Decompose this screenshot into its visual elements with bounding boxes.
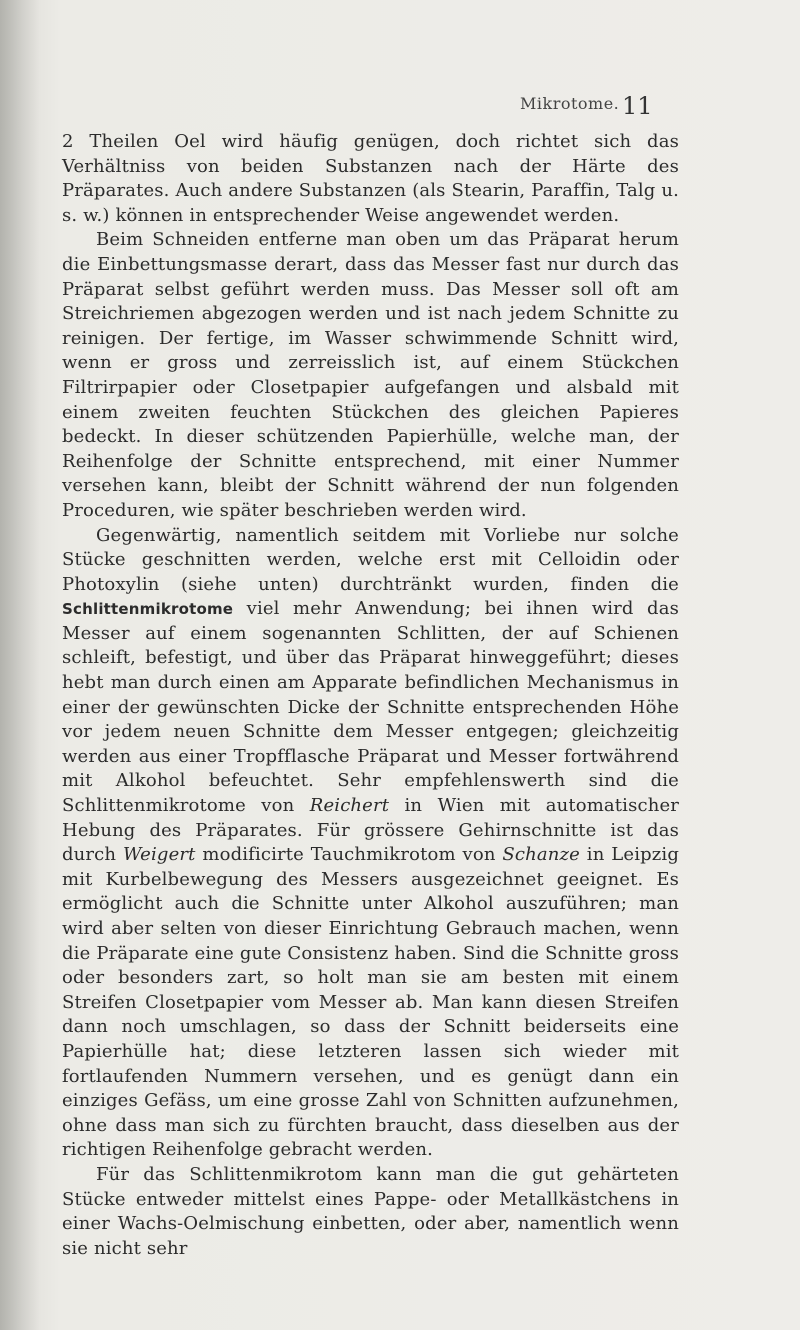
- page-header: [60, 66, 680, 120]
- paragraph-4: Für das Schlittenmikrotom kann man die gut gehärteten Stücke entweder mittelst eines Pappe- oder Metallkästchens in einer Wachs-Oelmischung einbetten, oder aber, namentlich wenn sie nicht sehr: [62, 1163, 679, 1259]
- body-text: [62, 130, 679, 1261]
- name-schanze: Schanze: [502, 844, 580, 866]
- paragraph-1: 2 Theilen Oel wird häufig genügen, doch richtet sich das Verhältniss von beiden Substanzen nach der Härte des Präparates. Auch andere Substanzen (als Stearin, Paraffin, Talg u. s. w.) können in entsprechender Weise angewendet werden.: [62, 131, 679, 226]
- running-head: Mikrotome.: [520, 94, 620, 113]
- paragraph-3-text: in Leipzig mit Kurbelbewegung des Messers ausgezeichnet geeignet. Es ermöglicht auch die Schnitte unter Alkohol auszuführen; man wird aber selten von dieser Einrichtung Gebrauch machen, wenn die Präparate eine gute Consistenz haben. Sind die Schnitte gross oder besonders zart, so holt man sie am besten mit einem Streifen Closetpapier vom Messer ab. Man kann diesen Streifen dann noch umschlagen, so dass der Schnitt beiderseits eine Papierhülle hat; diese letzteren lassen sich wieder mit fortlaufenden Nummern versehen, und es genügt dann ein einziges Gefäss, um eine grosse Zahl von Schnitten aufzunehmen, ohne dass man sich zu fürchten braucht, dass dieselben aus der richtigen Reihenfolge gebracht werden.: [62, 844, 679, 1161]
- paragraph-3-text: viel mehr Anwendung; bei ihnen wird das Messer auf einem sogenannten Schlitten, der auf Schienen schleift, befestigt, und über das Präparat hinweggeführt; dieses hebt man durch einen am Apparate befindlichen Mechanismus in einer der gewünschten Dicke der Schnitte entsprechenden Höhe vor jedem neuen Schnitte dem Messer entgegen; gleichzeitig werden aus einer Tropfflasche Präparat und Messer fortwährend mit Alkohol befeuchtet. Sehr empfehlenswerth sind die Schlittenmikrotome von: [62, 598, 679, 817]
- name-reichert: Reichert: [309, 795, 390, 817]
- binding-shadow: [0, 0, 40, 1330]
- paragraph-3-text: modificirte Tauchmikrotom von: [195, 844, 503, 866]
- paragraph-3-text: in Wien mit automatischer Hebung des Präparates. Für grössere Gehirnschnitte ist das durch: [62, 795, 680, 866]
- name-weigert: Weigert: [123, 844, 196, 866]
- page-number: 11: [622, 92, 653, 120]
- paragraph-3: [62, 524, 679, 1163]
- paragraph-3-text: Gegenwärtig, namentlich seitdem mit Vorliebe nur solche Stücke geschnitten werden, welche erst mit Celloidin oder Photoxylin (siehe unten) durchtränkt wurden, finden die: [62, 524, 679, 595]
- term-schlittenmikrotome: Schlittenmikrotome: [62, 600, 234, 619]
- paragraph-2: Beim Schneiden entferne man oben um das Präparat herum die Einbettungsmasse derart, dass das Messer fast nur durch das Präparat selbst geführt werden muss. Das Messer soll oft am Streichriemen abgezogen werden und ist nach jedem Schnitte zu reinigen. Der fertige, im Wasser schwimmende Schnitt wird, wenn er gross und zerreisslich ist, auf einem Stückchen Filtrirpapier oder Closetpapier aufgefangen und alsbald mit einem zweiten feuchten Stückchen des gleichen Papieres bedeckt. In dieser schützenden Papierhülle, welche man, der Reihenfolge der Schnitte entsprechend, mit einer Nummer versehen kann, bleibt der Schnitt während der nun folgenden Proceduren, wie später beschrieben werden wird.: [62, 229, 679, 521]
